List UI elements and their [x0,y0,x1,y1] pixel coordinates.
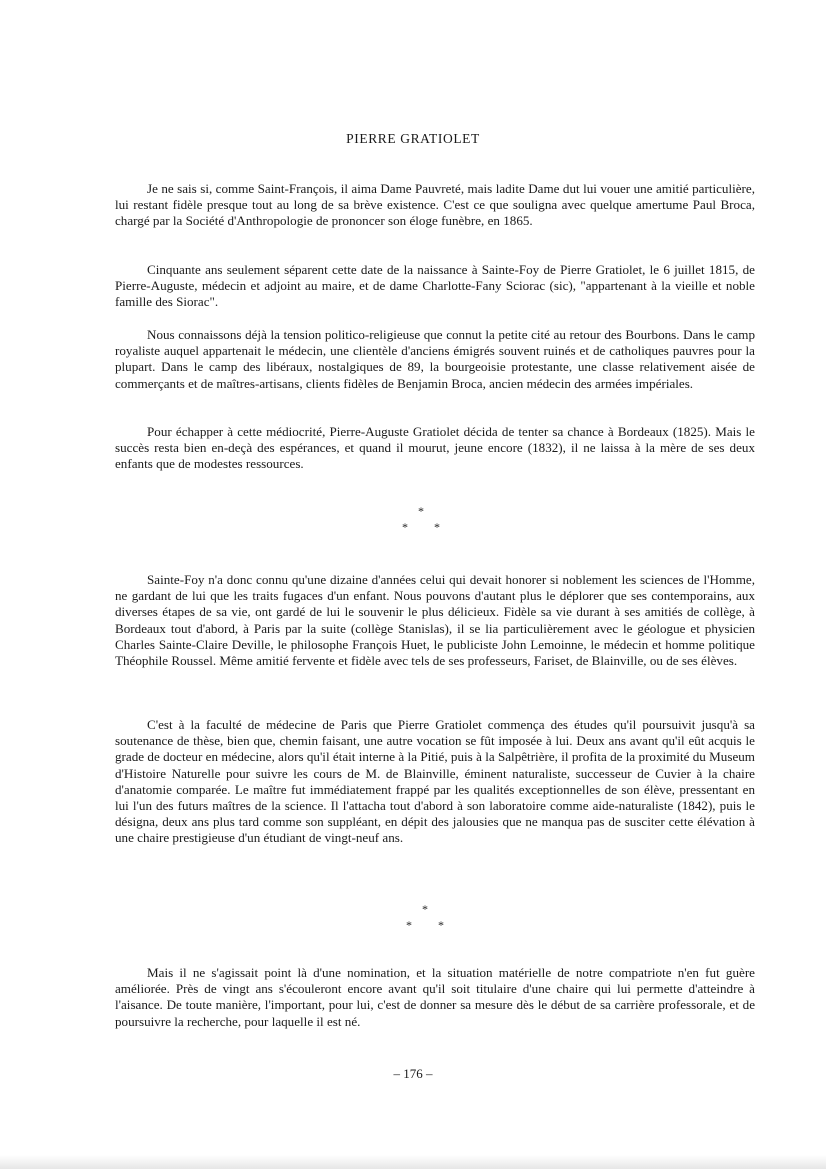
paragraph-2: Cinquante ans seulement séparent cette date de la naissance à Sainte-Foy de Pierre Gratiolet, le 6 juillet 1815, de Pierre-Auguste, médecin et adjoint au maire, et de dame Charlotte-Fany Sciorac (sic), "appartenant à la vieille et noble famille des Siorac". [115,262,755,310]
paragraph-5: Sainte-Foy n'a donc connu qu'une dizaine d'années celui qui devait honorer si noblement les sciences de l'Homme, ne gardant de lui que les traits fugaces d'un enfant. Nous pouvons d'autant plus le déplorer que ses contemporains, aux diverses étapes de sa vie, ont gardé de lui le souvenir le plus délicieux. Fidèle sa vie durant à ses amitiés de collège, à Bordeaux tout d'abord, à Paris par la suite (collège Stanislas), il se lia particulièrement avec le géologue et physicien Charles Sainte-Claire Deville, le philosophe François Huet, le publiciste John Lemoinne, le médecin et homme politique Théophile Roussel. Même amitié fervente et fidèle avec tels de ses professeurs, Fariset, de Blainville, ou de ses élèves. [115,572,755,669]
separator-star: * [418,504,424,518]
separator-star: * [406,918,412,932]
paragraph-3: Nous connaissons déjà la tension politico-religieuse que connut la petite cité au retour des Bourbons. Dans le camp royaliste auquel appartenait le médecin, une clientèle d'anciens émigrés souvent ruinés et de catholiques pauvres pour la plupart. Dans le camp des libéraux, nostalgiques de 89, la bourgeoisie protestante, une classe relativement aisée de commerçants et de maîtres-artisans, clients fidèles de Benjamin Broca, ancien médecin des armées impériales. [115,327,755,391]
page-number: – 176 – [393,1066,433,1081]
separator-star: * [438,918,444,932]
section-separator-2 [0,902,826,932]
page-title: PIERRE GRATIOLET [346,131,480,146]
page-bottom-edge [0,1155,826,1169]
paragraph-1: Je ne sais si, comme Saint-François, il aima Dame Pauvreté, mais ladite Dame dut lui vouer une amitié particulière, lui restant fidèle presque tout au long de sa brève existence. C'est ce que souligna avec quelque amertume Paul Broca, chargé par la Société d'Anthropologie de prononcer son éloge funèbre, en 1865. [115,181,755,229]
paragraph-4: Pour échapper à cette médiocrité, Pierre-Auguste Gratiolet décida de tenter sa chance à Bordeaux (1825). Mais le succès resta bien en-deçà des espérances, et quand il mourut, jeune encore (1832), il ne laissa à la mère de ses deux enfants que de modestes ressources. [115,424,755,472]
separator-star: * [422,902,428,916]
separator-star: * [434,520,440,534]
section-separator-1 [0,504,826,534]
separator-star: * [402,520,408,534]
paragraph-7: Mais il ne s'agissait point là d'une nomination, et la situation matérielle de notre compatriote n'en fut guère améliorée. Près de vingt ans s'écouleront encore avant qu'il soit titulaire d'une chaire qui lui permette d'atteindre à l'aisance. De toute manière, l'important, pour lui, c'est de donner sa mesure dès le début de sa carrière professorale, et de poursuivre la recherche, pour laquelle il est né. [115,965,755,1029]
paragraph-6: C'est à la faculté de médecine de Paris que Pierre Gratiolet commença des études qu'il poursuivit jusqu'à sa soutenance de thèse, bien que, chemin faisant, une autre vocation se fût imposée à lui. Deux ans avant qu'il eût acquis le grade de docteur en médecine, alors qu'il était interne à la Pitié, puis à la Salpêtrière, il profita de la proximité du Museum d'Histoire Naturelle pour suivre les cours de M. de Blainville, éminent naturaliste, successeur de Cuvier à la chaire d'anatomie comparée. Le maître fut immédiatement frappé par les qualités exceptionnelles de son élève, pressentant en lui l'un des futurs maîtres de la science. Il l'attacha tout d'abord à son laboratoire comme aide-naturaliste (1842), puis le désigna, deux ans plus tard comme son suppléant, en dépit des jalousies que ne manqua pas de susciter cette élévation à une chaire prestigieuse d'un étudiant de vingt-neuf ans. [115,717,755,846]
